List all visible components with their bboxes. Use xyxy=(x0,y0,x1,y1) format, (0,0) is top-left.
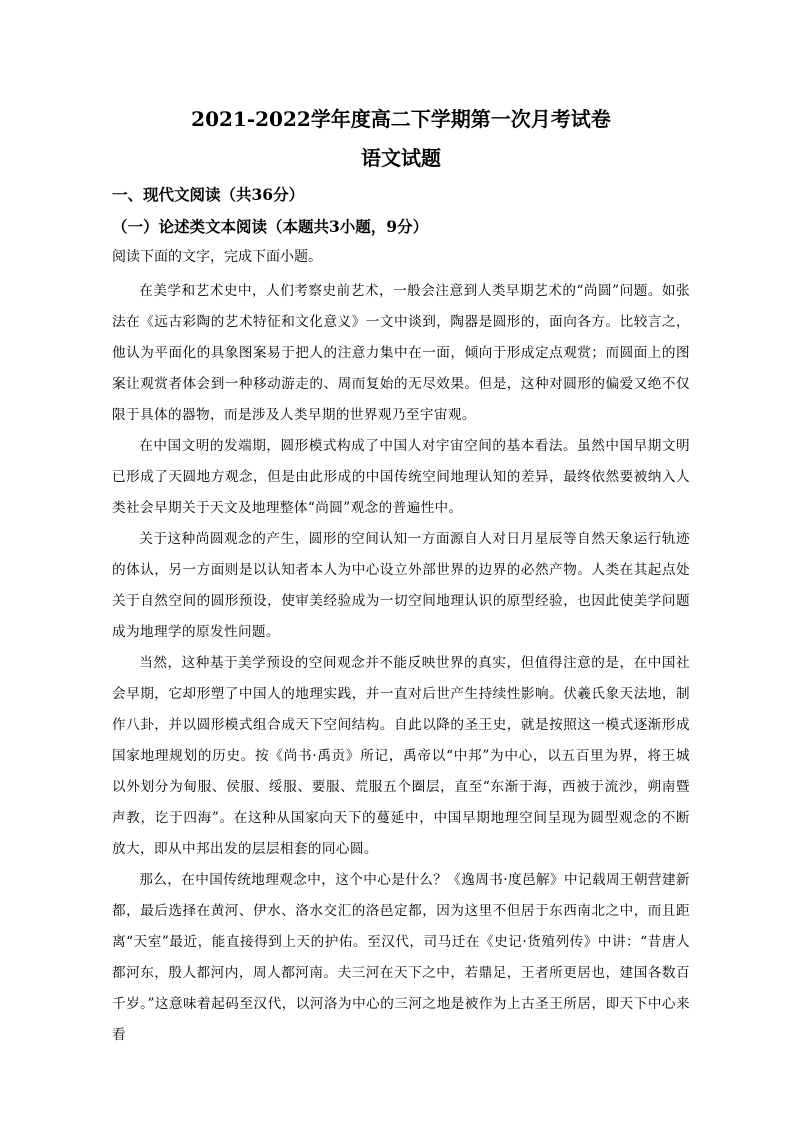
subsection-heading-argumentative-reading: （一）论述类文本阅读（本题共3小题，9分） xyxy=(112,217,429,236)
exam-title: 2021-2022学年度高二下学期第一次月考试卷 xyxy=(191,107,611,131)
passage-paragraph-5: 那么，在中国传统地理观念中，这个中心是什么？《逸周书·度邑解》中记载周王朝营建新都，最后选择在黄河、伊水、洛水交汇的洛邑定都，因为这里不但居于东西南北之中，而且距离“天室”最近，能直接得到上天的护佑。至汉代，司马迁在《史记·货殖列传》中讲：“昔唐人都河东，殷人都河内，周人都河南。夫三河在天下之中，若鼎足，王者所更居也，建国各数百千岁。”这意味着起码至汉代，以河洛为中心的三河之地是被作为上古圣王所居，即天下中心来看 xyxy=(112,872,690,1043)
section-heading-modern-reading: 一、现代文阅读（共36分） xyxy=(112,185,305,204)
exam-subtitle: 语文试题 xyxy=(361,146,441,170)
reading-passage xyxy=(112,276,690,1051)
passage-paragraph-2: 在中国文明的发端期，圆形模式构成了中国人对宇宙空间的基本看法。虽然中国早期文明已形成了天圆地方观念，但是由此形成的中国传统空间地理认知的差异，最终依然要被纳入人类社会早期关于天文及地理整体“尚圆”观念的普遍性中。 xyxy=(112,438,690,516)
passage-paragraph-1: 在美学和艺术史中，人们考察史前艺术，一般会注意到人类早期艺术的“尚圆”问题。如张法在《远古彩陶的艺术特征和文化意义》一文中谈到，陶器是圆形的，面向各方。比较言之，他认为平面化的具象图案易于把人的注意力集中在一面，倾向于形成定点观赏；而圆面上的图案让观赏者体会到一种移动游走的、周而复始的无尽效果。但是，这种对圆形的偏爱又绝不仅限于具体的器物，而是涉及人类早期的世界观乃至宇宙观。 xyxy=(112,283,690,423)
passage-paragraph-3: 关于这种尚圆观念的产生，圆形的空间认知一方面源自人对日月星辰等自然天象运行轨迹的体认，另一方面则是以认知者本人为中心设立外部世界的边界的必然产物。人类在其起点处关于自然空间的圆形预设，使审美经验成为一切空间地理认识的原型经验，也因此使美学问题成为地理学的原发性问题。 xyxy=(112,531,690,640)
reading-instruction: 阅读下面的文字，完成下面小题。 xyxy=(112,249,322,265)
passage-paragraph-4: 当然，这种基于美学预设的空间观念并不能反映世界的真实，但值得注意的是，在中国社会早期，它却形塑了中国人的地理实践，并一直对后世产生持续性影响。伏羲氏象天法地，制作八卦，并以圆形模式组合成天下空间结构。自此以降的圣王史，就是按照这一模式逐渐形成国家地理规划的历史。按《尚书·禹贡》所记，禹帝以“中邦”为中心，以五百里为界，将王城以外划分为甸服、侯服、绥服、要服、荒服五个圈层，直至“东渐于海，西被于流沙，朔南暨声教，讫于四海”。在这种从国家向天下的蔓延中，中国早期地理空间呈现为圆型观念的不断放大，即从中邦出发的层层相套的同心圆。 xyxy=(112,655,690,857)
